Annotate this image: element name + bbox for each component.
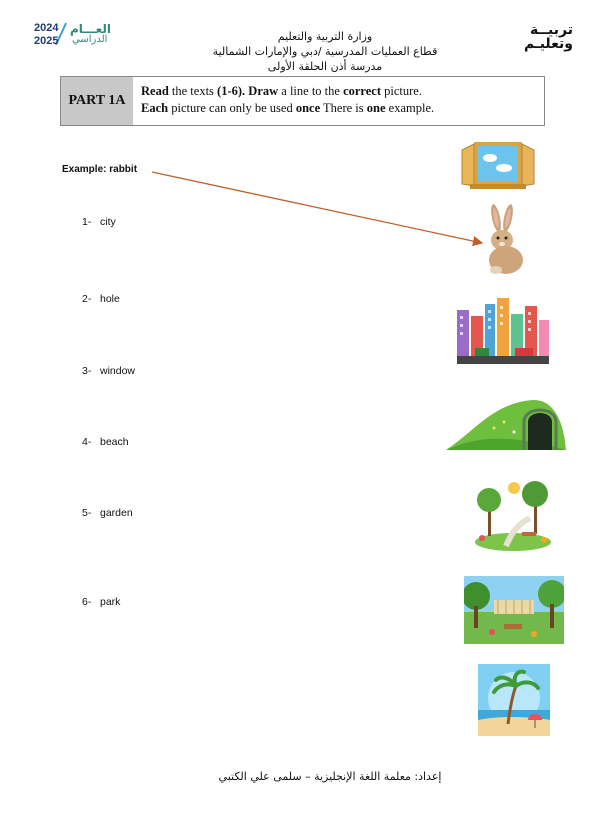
item-word: garden	[100, 507, 133, 519]
instruction-segment: (1-6).	[217, 84, 246, 98]
item-word: city	[100, 216, 116, 228]
beach-picture	[478, 664, 550, 736]
ministry-logo-line2: وتعليـم	[523, 35, 573, 51]
item-number: 2-	[82, 293, 92, 305]
footer-credit: إعداد: معلمة اللغة الإنجليزية – سلمى علي الكتبي	[218, 770, 442, 783]
year-logo-ar-line1: العـــام	[70, 22, 111, 36]
rabbit-picture	[478, 204, 528, 276]
header-school-name: مدرسة أذن الحلقة الأولى	[267, 60, 383, 73]
item-number: 5-	[82, 507, 92, 519]
instruction-segment: one	[366, 101, 386, 115]
item-number: 3-	[82, 365, 92, 377]
item-number: 4-	[82, 436, 92, 448]
instruction-segment: example.	[385, 101, 435, 115]
instruction-segment: Read	[141, 84, 169, 98]
instruction-segment: picture.	[381, 84, 422, 98]
instruction-segment: There is	[320, 101, 367, 115]
window-picture	[460, 140, 536, 190]
instruction-segment: Each	[141, 101, 169, 115]
ministry-logo-line1: تربيــة	[530, 21, 573, 37]
garden-picture	[472, 476, 554, 552]
city-picture	[455, 296, 551, 366]
example-label: Example: rabbit	[62, 164, 138, 175]
hole-picture	[444, 392, 568, 452]
instruction-segment: the texts	[168, 84, 218, 98]
item-word: window	[100, 365, 136, 377]
instruction-segment: correct	[343, 84, 382, 98]
header-ministry-name: وزارة التربية والتعليم	[277, 30, 373, 43]
instruction-segment: once	[295, 101, 321, 115]
instruction-segment: a line to the	[278, 84, 344, 98]
year-logo-ar-line2: الدراسي	[72, 34, 108, 45]
item-number: 6-	[82, 596, 92, 608]
item-word: beach	[100, 436, 129, 448]
instruction-segment: picture can only be used	[168, 101, 296, 115]
instruction-segment: Draw	[248, 84, 279, 98]
year-logo-year-top: 2024	[34, 22, 59, 34]
part-label: PART 1A	[61, 77, 133, 125]
item-word: park	[100, 596, 121, 608]
item-number: 1-	[82, 216, 92, 228]
park-picture	[464, 576, 564, 644]
header-sector-name: قطاع العمليات المدرسية /دبي والإمارات الشمالية	[212, 45, 438, 58]
year-logo-year-bottom: 2025	[34, 35, 59, 47]
item-word: hole	[100, 293, 120, 305]
